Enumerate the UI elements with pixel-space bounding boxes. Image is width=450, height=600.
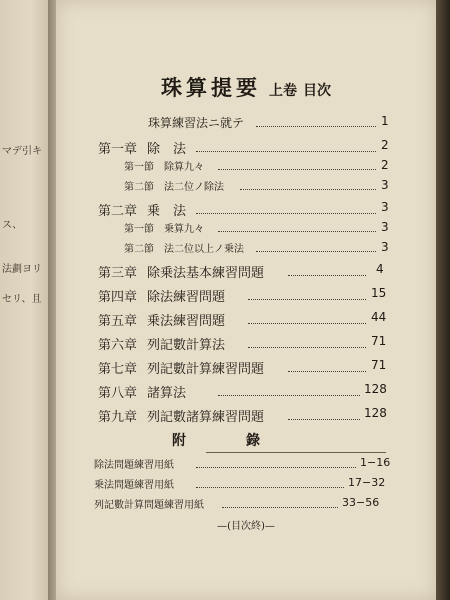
toc-entry-title: 除法練習問題 [147,290,226,305]
toc-entry [56,240,436,260]
toc-entry-title: 除算九々 [164,162,204,173]
toc-entry-title: 珠算練習法ニ就テ [148,116,245,130]
toc-entry [56,334,436,354]
leader-dots [288,419,360,420]
toc-chapter-number: 第九章 [98,410,138,425]
toc-entry-page: 44 [371,310,387,324]
appendix-entry-page: 17−32 [348,476,386,489]
toc-entry-title: 諸算法 [147,386,187,401]
toc-entry-title: 法二位以上ノ乗法 [164,244,244,255]
left-page-edge [0,0,52,600]
toc-entry-title: 列記數計算法 [147,338,226,353]
appendix-entry [56,476,436,496]
toc-entry-page: 128 [364,382,387,396]
book-right-edge [436,0,450,600]
left-page-fragment: 法劃ヨリ [2,264,42,275]
page-title [56,72,436,102]
toc-entry-title: 法二位ノ除法 [164,182,224,193]
toc-entry [56,262,436,282]
leader-dots [196,151,376,152]
toc-entry-page: 3 [381,220,389,234]
appendix-entry-title: 乗法問題練習用紙 [94,480,174,491]
book-title: 珠算提要 [161,75,261,100]
toc-chapter-number: 第四章 [98,290,138,305]
toc-section-number: 第一節 [124,224,154,235]
leader-dots [248,347,366,348]
leader-dots [222,507,338,508]
toc-section-number: 第二節 [124,244,154,255]
toc-entry-title: 除乗法基本練習問題 [147,266,265,281]
toc-chapter-number: 第五章 [98,314,138,329]
appendix-entry [56,456,436,476]
toc-entry [56,178,436,198]
toc-entry [56,220,436,240]
toc-chapter-number: 第六章 [98,338,138,353]
leader-dots [218,395,360,396]
leader-dots [218,169,376,170]
leader-dots [240,189,376,190]
toc-entry-page: 15 [371,286,387,300]
leader-dots [248,299,366,300]
toc-entry-title: 乗法練習問題 [147,314,226,329]
toc-entry-title: 列記數諸算練習問題 [147,410,265,425]
toc-entry-page: 71 [371,358,387,372]
toc-entry-page: 2 [381,138,389,152]
toc-entry [56,286,436,306]
toc-entry-page: 4 [376,262,384,276]
appendix-heading: 附錄 [172,433,320,449]
toc-entry-title: 列記數計算練習問題 [147,362,265,377]
toc-entry-title: 乗算九々 [164,224,204,235]
toc-section-number: 第一節 [124,162,154,173]
toc-entry-title: 乗 法 [147,204,187,219]
toc-entry [56,382,436,402]
leader-dots [218,231,376,232]
leader-dots [196,487,344,488]
volume-label: 上卷 [269,83,297,99]
leader-dots [196,213,376,214]
toc-entry-page: 3 [381,178,389,192]
toc-entry [56,138,436,158]
appendix-entry-title: 列記數計算問題練習用紙 [94,500,204,511]
toc-entry [56,200,436,220]
toc-chapter-number: 第七章 [98,362,138,377]
toc-entry [56,158,436,178]
toc-entry-page: 1 [381,114,389,128]
appendix-entry-title: 除法問題練習用紙 [94,460,174,471]
toc-chapter-number: 第二章 [98,204,138,219]
left-page-fragment: ス、 [2,220,23,231]
contents-end-note: —(目次終)— [217,521,275,532]
left-page-fragment: マデ引キ [2,146,42,157]
toc-chapter-number: 第一章 [98,142,138,157]
toc-entry-page: 128 [364,406,387,420]
toc-entry-title: 除 法 [147,142,187,157]
toc-entry-page: 3 [381,200,389,214]
leader-dots [288,371,366,372]
contents-page [56,0,436,600]
leader-dots [248,323,366,324]
leader-dots [256,126,376,127]
leader-dots [288,275,366,276]
appendix-entry-page: 1−16 [360,456,391,469]
toc-entry-page: 2 [381,158,389,172]
appendix-entry [56,496,436,516]
toc-entry [56,310,436,330]
appendix-entry-page: 33−56 [342,496,380,509]
leader-dots [256,251,376,252]
toc-entry-page: 3 [381,240,389,254]
toc-entry [56,406,436,426]
leader-dots [196,467,356,468]
left-page-fragment: セリ、且 [2,294,42,305]
contents-label: 目次 [303,83,331,99]
toc-entry [56,114,436,134]
appendix-divider [206,452,386,453]
toc-section-number: 第二節 [124,182,154,193]
toc-entry-page: 71 [371,334,387,348]
toc-chapter-number: 第八章 [98,386,138,401]
toc-entry [56,358,436,378]
toc-chapter-number: 第三章 [98,266,138,281]
